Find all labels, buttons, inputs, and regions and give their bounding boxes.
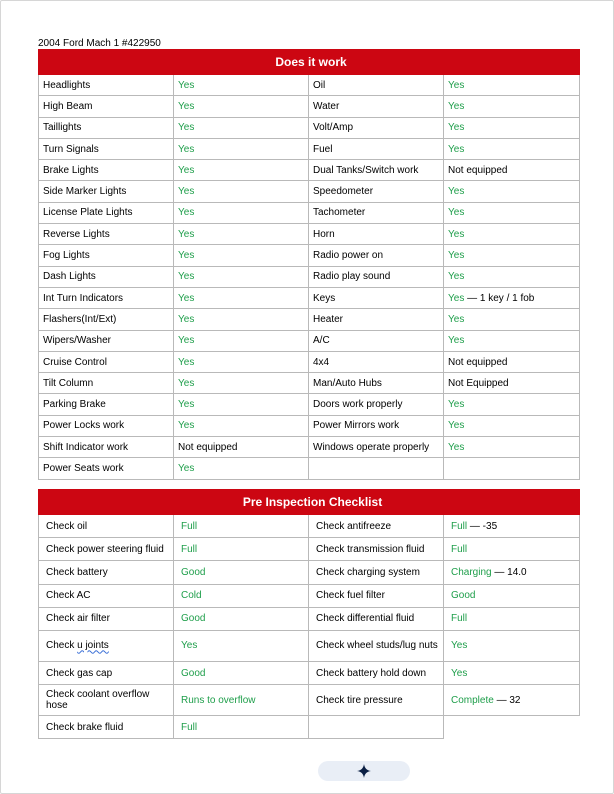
item-value: Yes (448, 441, 465, 453)
l-value-cell (174, 75, 309, 96)
item-label: Windows operate properly (309, 437, 444, 458)
table-row (39, 351, 580, 372)
r-value-cell (444, 515, 580, 538)
item-value: Yes (448, 292, 465, 304)
item-label: Check battery (39, 561, 174, 584)
r-value-cell (444, 245, 580, 266)
item-label: High Beam (39, 96, 174, 117)
item-value: Good (451, 590, 476, 602)
item-label: Dual Tanks/Switch work (309, 160, 444, 181)
item-label: Side Marker Lights (39, 181, 174, 202)
table-row (39, 661, 580, 684)
table-row (39, 75, 580, 96)
item-label: Power Locks work (39, 415, 174, 436)
item-value: Yes (448, 399, 465, 411)
item-value: Good (181, 566, 206, 578)
item-label: Taillights (39, 117, 174, 138)
item-value: Yes (178, 377, 195, 389)
l-value-cell (174, 245, 309, 266)
ai-assist-button[interactable] (318, 761, 410, 781)
item-value: Yes (178, 462, 195, 474)
item-label: 4x4 (309, 351, 444, 372)
l-value-cell (174, 630, 309, 661)
item-value: Good (181, 613, 206, 625)
item-value: Cold (181, 590, 202, 602)
l-value-cell (174, 561, 309, 584)
table-row (39, 584, 580, 607)
l-value-cell (174, 415, 309, 436)
l-value-cell (174, 607, 309, 630)
item-note: — 32 (493, 694, 521, 706)
spellcheck-flagged-text: u joints (77, 640, 109, 652)
item-note: — 1 key / 1 fob (464, 292, 535, 304)
l-value-cell (174, 351, 309, 372)
table-row (39, 685, 580, 716)
item-label: Check fuel filter (309, 584, 444, 607)
r-value-cell (444, 117, 580, 138)
l-value-cell (174, 458, 309, 479)
r-value-cell (444, 561, 580, 584)
item-label: Wipers/Washer (39, 330, 174, 351)
empty-cell (309, 458, 444, 479)
table-row (39, 373, 580, 394)
item-value: Charging (451, 566, 492, 578)
item-value: Yes (178, 420, 195, 432)
item-value: Yes (448, 250, 465, 262)
item-value: Yes (178, 100, 195, 112)
item-label: Tilt Column (39, 373, 174, 394)
l-value-cell (174, 96, 309, 117)
r-value-cell (444, 415, 580, 436)
item-value: Not equipped (448, 356, 508, 368)
item-value: Yes (178, 186, 195, 198)
item-label: Check wheel studs/lug nuts (309, 630, 444, 661)
item-label: Check antifreeze (309, 515, 444, 538)
item-label: Radio play sound (309, 266, 444, 287)
l-value-cell (174, 224, 309, 245)
l-value-cell (174, 584, 309, 607)
r-value-cell (444, 373, 580, 394)
l-value-cell (174, 515, 309, 538)
item-value: Yes (178, 122, 195, 134)
table-row (39, 394, 580, 415)
item-value: Yes (178, 292, 195, 304)
l-value-cell (174, 160, 309, 181)
l-value-cell (174, 437, 309, 458)
item-value: Yes (448, 335, 465, 347)
item-value: Yes (448, 207, 465, 219)
item-value: Yes (448, 228, 465, 240)
item-label: Brake Lights (39, 160, 174, 181)
item-label: Reverse Lights (39, 224, 174, 245)
item-label: Check gas cap (39, 661, 174, 684)
item-value: Yes (178, 228, 195, 240)
l-value-cell (174, 373, 309, 394)
table-row (39, 538, 580, 561)
item-label: Cruise Control (39, 351, 174, 372)
l-value-cell (174, 394, 309, 415)
r-value-cell (444, 538, 580, 561)
pre-inspection-heading: Pre Inspection Checklist (39, 490, 580, 515)
r-value-cell (444, 584, 580, 607)
l-value-cell (174, 181, 309, 202)
item-value: Yes (448, 186, 465, 198)
item-label (39, 630, 174, 661)
r-value-cell (444, 330, 580, 351)
item-value: Not equipped (178, 441, 238, 453)
table-row (39, 181, 580, 202)
table-row (39, 437, 580, 458)
item-label: Flashers(Int/Ext) (39, 309, 174, 330)
item-value: Runs to overflow (181, 694, 256, 706)
r-value-cell (444, 437, 580, 458)
item-label-prefix: Check (46, 640, 78, 652)
item-note: — 14.0 (491, 566, 527, 578)
item-label: Dash Lights (39, 266, 174, 287)
r-value-cell (444, 181, 580, 202)
table-row (39, 96, 580, 117)
empty-cell (444, 716, 580, 739)
table-row (39, 287, 580, 308)
table-row (39, 630, 580, 661)
table-row (39, 245, 580, 266)
item-value: Yes (451, 667, 468, 679)
table-row (39, 138, 580, 159)
item-label: Check coolant overflow hose (39, 685, 174, 716)
item-value: Full (451, 613, 468, 625)
item-label: Doors work properly (309, 394, 444, 415)
table-row (39, 202, 580, 223)
l-value-cell (174, 138, 309, 159)
item-value: Yes (178, 271, 195, 283)
item-label: Radio power on (309, 245, 444, 266)
l-value-cell (174, 266, 309, 287)
r-value-cell (444, 224, 580, 245)
item-value: Yes (178, 79, 195, 91)
item-value: Yes (181, 640, 198, 652)
item-label: License Plate Lights (39, 202, 174, 223)
item-value: Yes (451, 640, 468, 652)
item-label: Parking Brake (39, 394, 174, 415)
item-value: Not equipped (448, 164, 508, 176)
item-note: — -35 (467, 520, 498, 532)
item-value: Yes (448, 122, 465, 134)
item-label: Check differential fluid (309, 607, 444, 630)
r-value-cell (444, 138, 580, 159)
item-label: Check tire pressure (309, 685, 444, 716)
item-value: Good (181, 667, 206, 679)
l-value-cell (174, 661, 309, 684)
item-label: Check oil (39, 515, 174, 538)
item-label: A/C (309, 330, 444, 351)
does-it-work-heading: Does it work (39, 50, 580, 75)
table-row (39, 266, 580, 287)
l-value-cell (174, 716, 309, 739)
table-row (39, 716, 580, 739)
item-value: Yes (178, 143, 195, 155)
item-label: Heater (309, 309, 444, 330)
item-label: Speedometer (309, 181, 444, 202)
r-value-cell (444, 685, 580, 716)
l-value-cell (174, 538, 309, 561)
item-label: Headlights (39, 75, 174, 96)
item-label: Check battery hold down (309, 661, 444, 684)
item-label: Shift Indicator work (39, 437, 174, 458)
item-label: Horn (309, 224, 444, 245)
table-row (39, 160, 580, 181)
table-row (39, 330, 580, 351)
item-label: Power Mirrors work (309, 415, 444, 436)
item-label: Water (309, 96, 444, 117)
r-value-cell (444, 75, 580, 96)
item-label: Keys (309, 287, 444, 308)
r-value-cell (444, 394, 580, 415)
table-row (39, 607, 580, 630)
item-value: Yes (448, 143, 465, 155)
item-label: Check transmission fluid (309, 538, 444, 561)
item-value: Full (181, 520, 198, 532)
item-label: Turn Signals (39, 138, 174, 159)
item-value: Yes (178, 164, 195, 176)
document-title: 2004 Ford Mach 1 #422950 (38, 38, 161, 49)
r-value-cell (444, 202, 580, 223)
r-value-cell (444, 607, 580, 630)
item-label: Fuel (309, 138, 444, 159)
item-label: Check charging system (309, 561, 444, 584)
item-value: Yes (448, 79, 465, 91)
item-label: Man/Auto Hubs (309, 373, 444, 394)
item-value: Yes (178, 399, 195, 411)
r-value-cell (444, 96, 580, 117)
table-row (39, 561, 580, 584)
empty-cell (444, 458, 580, 479)
item-label: Tachometer (309, 202, 444, 223)
item-label: Check brake fluid (39, 716, 174, 739)
item-value: Yes (448, 100, 465, 112)
item-label: Check power steering fluid (39, 538, 174, 561)
item-label: Volt/Amp (309, 117, 444, 138)
item-label: Check air filter (39, 607, 174, 630)
l-value-cell (174, 685, 309, 716)
l-value-cell (174, 330, 309, 351)
table-row (39, 309, 580, 330)
item-value: Yes (178, 250, 195, 262)
item-value: Full (451, 543, 468, 555)
l-value-cell (174, 287, 309, 308)
item-value: Full (181, 721, 198, 733)
table-row (39, 415, 580, 436)
item-value: Yes (448, 271, 465, 283)
item-label: Check AC (39, 584, 174, 607)
l-value-cell (174, 117, 309, 138)
table-row (39, 515, 580, 538)
item-label: Power Seats work (39, 458, 174, 479)
item-value: Yes (178, 356, 195, 368)
r-value-cell (444, 351, 580, 372)
item-value: Full (181, 543, 198, 555)
sparkle-icon (357, 764, 371, 778)
item-value: Yes (448, 313, 465, 325)
r-value-cell (444, 287, 580, 308)
item-value: Yes (448, 420, 465, 432)
item-value: Yes (178, 207, 195, 219)
r-value-cell (444, 309, 580, 330)
item-value: Yes (178, 313, 195, 325)
r-value-cell (444, 160, 580, 181)
table-row (39, 224, 580, 245)
item-value: Full (451, 520, 468, 532)
empty-cell (309, 716, 444, 739)
r-value-cell (444, 661, 580, 684)
table-row (39, 117, 580, 138)
item-value: Complete (451, 694, 494, 706)
l-value-cell (174, 309, 309, 330)
l-value-cell (174, 202, 309, 223)
r-value-cell (444, 630, 580, 661)
item-label: Int Turn Indicators (39, 287, 174, 308)
pre-inspection-table (38, 489, 580, 739)
r-value-cell (444, 266, 580, 287)
item-label: Fog Lights (39, 245, 174, 266)
item-value: Not Equipped (448, 377, 509, 389)
table-row (39, 458, 580, 479)
item-value: Yes (178, 335, 195, 347)
does-it-work-table (38, 49, 580, 480)
item-label: Oil (309, 75, 444, 96)
